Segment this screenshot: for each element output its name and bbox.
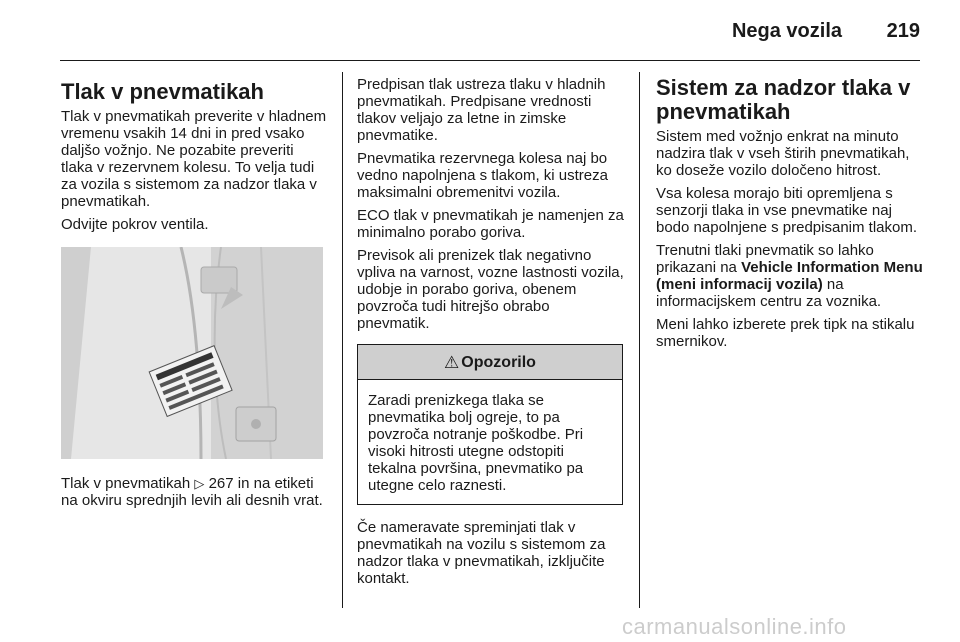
column-right	[656, 76, 924, 356]
page-header	[0, 0, 960, 62]
column-middle	[357, 76, 625, 593]
paragraph: Tlak v pnevmatikah preverite v hladnem vremenu vsakih 14 dni in pred vsako daljšo vožnjo. Ne pozabite preveriti tlaka v rezervnem kolesu. To velja tudi za vozila s sistemom za nadzor tlaka v pnevmatikah.	[61, 108, 327, 210]
section-heading-tpms: Sistem za nadzor tlaka v pnevmatikah	[656, 75, 911, 124]
paragraph: Sistem med vožnjo enkrat na minuto nadzira tlak v vseh štirih pnevmatikah, ko doseže vozilo določeno hitrost.	[656, 128, 910, 179]
paragraph: Previsok ali prenizek tlak negativno vpliva na varnost, vozne lastnosti vozila, udobje in porabo goriva, obenem povzroča tudi hitrejšo obrabo pnevmatik.	[357, 247, 624, 332]
paragraph: Pnevmatika rezervnega kolesa naj bo vedno napolnjena s tlakom, ki ustreza maksimalni obremenitvi vozila.	[357, 150, 608, 201]
warning-header	[358, 345, 622, 380]
paragraph: Vsa kolesa morajo biti opremljena s senzorji tlaka in vse pnevmatike naj bodo napolnjene s predpisanim tlakom.	[656, 185, 917, 236]
menu-name: Vehicle Information Menu (meni informacij vozila)	[656, 259, 923, 293]
column-divider-1	[342, 72, 343, 608]
warning-box	[357, 344, 623, 505]
page-reference-arrow-icon: ▷	[194, 476, 205, 491]
paragraph: ECO tlak v pnevmatikah je namenjen za minimalno porabo goriva.	[357, 207, 624, 241]
door-frame-figure	[61, 247, 323, 459]
warning-triangle-icon: ⚠	[444, 352, 460, 372]
column-left	[61, 80, 329, 515]
paragraph: Meni lahko izberete prek tipk na stikalu smernikov.	[656, 316, 915, 350]
paragraph: Trenutni tlaki pnevmatik so lahko prikazani na Vehicle Information Menu (meni informacij vozila) na informacijskem centru za voznika.	[656, 242, 923, 310]
paragraph: Če nameravate spreminjati tlak v pnevmatikah na vozilu s sistemom za nadzor tlaka v pnevmatikah, izključite kontakt.	[357, 519, 606, 587]
warning-text: Zaradi prenizkega tlaka se pnevmatika bolj ogreje, to pa povzroča notranje poškodbe. Pri visoki hitrosti utegne odstopiti tekalna površina, pnevmatiko pa utegne celo raznesti.	[368, 392, 584, 494]
paragraph: Tlak v pnevmatikah ▷ 267 in na etiketi na okviru sprednjih levih ali desnih vrat.	[61, 475, 323, 509]
page-reference[interactable]: 267	[208, 475, 234, 492]
paragraph: Predpisan tlak ustreza tlaku v hladnih pnevmatikah. Predpisane vrednosti tlakov veljajo za letne in zimske pnevmatike.	[357, 76, 606, 144]
paragraph: Odvijte pokrov ventila.	[61, 216, 209, 233]
header-divider	[60, 60, 920, 61]
warning-title: Opozorilo	[461, 353, 536, 371]
page-number: 219	[886, 20, 920, 42]
door-frame-tire-label-icon	[61, 247, 323, 459]
column-divider-2	[639, 72, 640, 608]
chapter-title: Nega vozila	[731, 20, 842, 42]
section-heading-tire-pressure: Tlak v pnevmatikah	[61, 79, 264, 104]
watermark: carmanualsonline.info	[622, 614, 847, 639]
